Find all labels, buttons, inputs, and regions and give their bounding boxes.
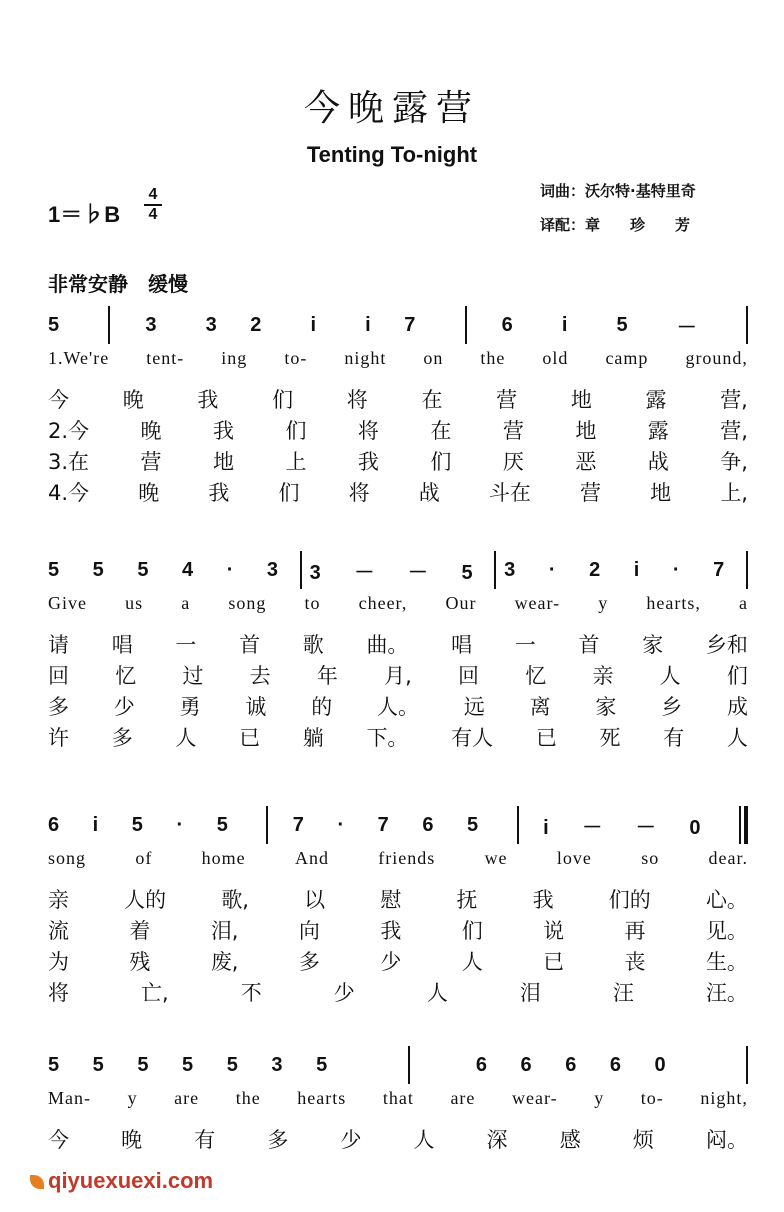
lyric-syllable: 说 bbox=[543, 919, 565, 943]
lyric-syllable: 抚 bbox=[456, 888, 478, 912]
lyric-syllable: 争, bbox=[720, 450, 748, 474]
leaf-icon bbox=[30, 1175, 44, 1189]
lyric-syllable: night bbox=[344, 348, 387, 368]
bar-line bbox=[300, 551, 302, 589]
lyric-syllable: 今 bbox=[48, 388, 69, 412]
lyric-syllable: 再 bbox=[624, 919, 646, 943]
verse-line bbox=[48, 629, 748, 659]
bar-line bbox=[465, 306, 467, 344]
lyric-syllable: ing bbox=[221, 348, 248, 368]
lyric-syllable: 泪, bbox=[210, 919, 239, 943]
lyric-syllable: 有人 bbox=[451, 726, 494, 750]
lyric-syllable: 少 bbox=[333, 981, 355, 1005]
verse-line bbox=[48, 477, 748, 507]
site-watermark bbox=[30, 1168, 213, 1194]
lyric-syllable: 们 bbox=[726, 664, 748, 688]
lyric-syllable: 流 bbox=[48, 919, 69, 943]
lyric-syllable: the bbox=[480, 348, 506, 368]
lyric-syllable: 营 bbox=[502, 419, 524, 443]
lyric-syllable: 人的 bbox=[124, 888, 167, 912]
lyric-syllable: 一 bbox=[175, 633, 197, 657]
lyric-syllable: are bbox=[174, 1088, 200, 1108]
lyric-syllable: hearts bbox=[297, 1088, 347, 1108]
lyric-syllable: 残 bbox=[129, 950, 151, 974]
lyric-syllable: camp bbox=[605, 348, 649, 368]
lyric-syllable: Our bbox=[445, 593, 477, 613]
lyric-syllable: hearts, bbox=[646, 593, 701, 613]
lyric-syllable: 请 bbox=[48, 633, 69, 657]
lyric-syllable: 战 bbox=[418, 481, 440, 505]
lyric-syllable: wear- bbox=[514, 593, 561, 613]
lyric-syllable: 离 bbox=[529, 695, 551, 719]
note-group: 6 i 5 · 5 bbox=[48, 813, 242, 836]
lyric-syllable: 少 bbox=[113, 695, 135, 719]
watermark-text: qiyuexuexi.com bbox=[48, 1168, 214, 1193]
bar-line bbox=[739, 806, 748, 844]
lyric-syllable: 人 bbox=[413, 1128, 435, 1152]
lyric-syllable: 汪。 bbox=[705, 981, 748, 1005]
lyric-syllable: 们 bbox=[278, 481, 300, 505]
bar-line bbox=[746, 306, 748, 344]
lyric-syllable: 人。 bbox=[376, 695, 419, 719]
bar-line bbox=[746, 551, 748, 589]
lyric-syllable: 我 bbox=[380, 919, 402, 943]
lyric-syllable: 将 bbox=[348, 481, 370, 505]
lyric-syllable: of bbox=[135, 848, 153, 868]
lyric-syllable: y bbox=[598, 593, 609, 613]
lyric-syllable: 们 bbox=[461, 919, 483, 943]
lyric-syllable: Man- bbox=[48, 1088, 91, 1108]
lyric-syllable: 将 bbox=[48, 981, 69, 1005]
notes-line-4 bbox=[48, 1046, 748, 1084]
lyric-syllable: 向 bbox=[298, 919, 320, 943]
lyric-syllable: old bbox=[542, 348, 569, 368]
note-group: 3 2 bbox=[205, 313, 276, 336]
lyric-syllable: 地 bbox=[650, 481, 672, 505]
lyric-syllable: 们的 bbox=[608, 888, 651, 912]
note-group: － bbox=[676, 316, 711, 339]
lyric-syllable: 去 bbox=[249, 664, 271, 688]
lyric-syllable: a bbox=[181, 593, 191, 613]
verse-line bbox=[48, 884, 748, 914]
lyric-syllable: 营 bbox=[580, 481, 602, 505]
lyric-syllable: 人 bbox=[726, 726, 748, 750]
bar-line bbox=[408, 1046, 410, 1084]
lyric-syllable: 亲 bbox=[592, 664, 614, 688]
lyric-syllable: 们 bbox=[430, 450, 452, 474]
tempo-marking: 非常安静 缓慢 bbox=[48, 272, 188, 296]
lyric-syllable: 将 bbox=[346, 388, 368, 412]
lyric-syllable: 回 bbox=[458, 664, 479, 688]
lyric-syllable: song bbox=[48, 848, 87, 868]
lyric-syllable: 已 bbox=[239, 726, 261, 750]
lyric-syllable: 的 bbox=[311, 695, 333, 719]
lyric-syllable: 1.We're bbox=[48, 348, 110, 368]
lyric-syllable: 乡和 bbox=[705, 633, 748, 657]
lyric-syllable: y bbox=[127, 1088, 138, 1108]
lyric-syllable: 我 bbox=[197, 388, 219, 412]
lyric-syllable: 深 bbox=[486, 1128, 508, 1152]
lyric-syllable: on bbox=[423, 348, 444, 368]
note-group: i bbox=[310, 313, 331, 336]
lyric-syllable: song bbox=[228, 593, 267, 613]
lyric-syllable: 2.今 bbox=[48, 419, 90, 443]
lyric-syllable: 唱 bbox=[451, 633, 473, 657]
lyric-syllable: night, bbox=[700, 1088, 748, 1108]
note-group: 3 bbox=[145, 313, 171, 336]
lyric-syllable: 为 bbox=[48, 950, 69, 974]
verse-line bbox=[48, 415, 748, 445]
lyric-syllable: 晚 bbox=[121, 1128, 143, 1152]
lyric-syllable: 烦 bbox=[632, 1128, 654, 1152]
translation-credit: 译配：章 珍 芳 bbox=[540, 216, 691, 234]
lyrics-music-credit: 词曲：沃尔特·基特里奇 bbox=[540, 182, 696, 200]
lyric-syllable: 年 bbox=[316, 664, 338, 688]
lyric-syllable: 家 bbox=[595, 695, 617, 719]
verse-line bbox=[48, 1088, 748, 1109]
lyric-syllable: home bbox=[201, 848, 246, 868]
lyric-syllable: 首 bbox=[239, 633, 261, 657]
lyric-syllable: that bbox=[382, 1088, 414, 1108]
lyric-syllable: 上, bbox=[720, 481, 748, 505]
verse-line bbox=[48, 848, 748, 869]
lyric-syllable: 过 bbox=[182, 664, 204, 688]
lyric-syllable: 露 bbox=[645, 388, 667, 412]
lyric-syllable: 我 bbox=[208, 481, 230, 505]
lyric-syllable: 生。 bbox=[705, 950, 748, 974]
lyric-syllable: 勇 bbox=[179, 695, 201, 719]
bar-line bbox=[517, 806, 519, 844]
lyric-syllable: 忆 bbox=[115, 664, 137, 688]
lyric-syllable: And bbox=[294, 848, 329, 868]
bar-line bbox=[266, 806, 268, 844]
verse-line bbox=[48, 946, 748, 976]
lyric-syllable: 们 bbox=[285, 419, 307, 443]
lyric-syllable: 在 bbox=[421, 388, 443, 412]
lyric-syllable: tent- bbox=[146, 348, 185, 368]
lyric-syllable: a bbox=[738, 593, 748, 613]
lyric-syllable: 地 bbox=[570, 388, 592, 412]
verse-line bbox=[48, 691, 748, 721]
verse-line bbox=[48, 660, 748, 690]
note-group: 6 bbox=[501, 313, 527, 336]
lyric-syllable: love bbox=[556, 848, 592, 868]
lyric-syllable: 曲。 bbox=[366, 633, 409, 657]
lyric-syllable: 营 bbox=[140, 450, 162, 474]
verse-line bbox=[48, 446, 748, 476]
lyric-syllable: 人 bbox=[426, 981, 448, 1005]
lyric-syllable: 成 bbox=[726, 695, 748, 719]
song-title: 今晚露营 bbox=[303, 88, 480, 129]
lyric-syllable: we bbox=[484, 848, 508, 868]
bar-line bbox=[746, 1046, 748, 1084]
lyric-syllable: wear- bbox=[512, 1088, 558, 1108]
lyric-syllable: 晚 bbox=[140, 419, 162, 443]
time-signature-bottom: 4 bbox=[148, 206, 158, 223]
lyric-syllable: 斗在 bbox=[488, 481, 531, 505]
notes-line-1 bbox=[48, 306, 748, 344]
verse-line bbox=[48, 384, 748, 414]
lyric-syllable: 唱 bbox=[111, 633, 133, 657]
note-group: i － － 0 bbox=[543, 816, 715, 839]
lyric-syllable: 厌 bbox=[502, 450, 524, 474]
notes-line-3 bbox=[48, 806, 748, 844]
note-group: i bbox=[561, 313, 582, 336]
lyric-syllable: 许 bbox=[48, 726, 69, 750]
lyric-syllable: y bbox=[594, 1088, 605, 1108]
note-group: 3 － － 5 bbox=[309, 561, 487, 584]
lyric-syllable: 人 bbox=[175, 726, 197, 750]
note-group: 5 bbox=[48, 313, 74, 336]
lyric-syllable: 有 bbox=[194, 1128, 216, 1152]
lyric-syllable: 多 bbox=[298, 950, 320, 974]
lyric-syllable: 汪 bbox=[612, 981, 634, 1005]
note-group: 6 6 6 6 0 bbox=[475, 1053, 680, 1076]
lyric-syllable: the bbox=[235, 1088, 261, 1108]
lyric-syllable: 歌 bbox=[302, 633, 324, 657]
lyric-syllable: 月, bbox=[384, 664, 412, 688]
lyric-syllable: 战 bbox=[647, 450, 669, 474]
lyric-syllable: friends bbox=[378, 848, 436, 868]
lyric-syllable: 乡 bbox=[661, 695, 683, 719]
lyric-syllable: are bbox=[450, 1088, 476, 1108]
lyric-syllable: to bbox=[304, 593, 321, 613]
lyric-syllable: 躺 bbox=[302, 726, 324, 750]
lyric-syllable: 晚 bbox=[122, 388, 144, 412]
lyric-syllable: 有 bbox=[663, 726, 685, 750]
verse-line bbox=[48, 977, 748, 1007]
lyric-syllable: 营, bbox=[720, 388, 748, 412]
note-group: 5 5 5 5 5 3 5 bbox=[48, 1053, 342, 1076]
verse-line bbox=[48, 348, 748, 369]
song-subtitle: Tenting To-night bbox=[306, 142, 478, 167]
lyric-syllable: 4.今 bbox=[48, 481, 90, 505]
lyric-syllable: 丧 bbox=[624, 950, 646, 974]
lyric-syllable: 废, bbox=[210, 950, 239, 974]
lyric-syllable: 今 bbox=[48, 1128, 69, 1152]
lyric-syllable: 歌, bbox=[221, 888, 249, 912]
lyric-syllable: 远 bbox=[463, 695, 485, 719]
lyric-syllable: 慰 bbox=[380, 888, 402, 912]
lyric-syllable: 人 bbox=[461, 950, 483, 974]
verse-line bbox=[48, 1124, 748, 1154]
note-group: 5 bbox=[616, 313, 642, 336]
lyric-syllable: 忆 bbox=[525, 664, 547, 688]
verse-line bbox=[48, 593, 748, 614]
bar-line bbox=[108, 306, 110, 344]
verse-line bbox=[48, 915, 748, 945]
lyric-syllable: Give bbox=[48, 593, 87, 613]
notes-line-2 bbox=[48, 551, 748, 589]
bar-line bbox=[494, 551, 496, 589]
lyric-syllable: 一 bbox=[514, 633, 536, 657]
lyric-syllable: 将 bbox=[357, 419, 379, 443]
lyric-syllable: 多 bbox=[111, 726, 133, 750]
lyric-syllable: 亡, bbox=[141, 981, 169, 1005]
lyric-syllable: 3.在 bbox=[48, 450, 90, 474]
lyric-syllable: 闷。 bbox=[705, 1128, 748, 1152]
lyric-syllable: ground, bbox=[685, 348, 748, 368]
note-group: 5 5 5 4 · 3 bbox=[48, 558, 293, 581]
lyric-syllable: 少 bbox=[340, 1128, 362, 1152]
lyric-syllable: 晚 bbox=[138, 481, 160, 505]
lyric-syllable: 回 bbox=[48, 664, 69, 688]
lyric-syllable: 地 bbox=[575, 419, 597, 443]
lyric-syllable: to- bbox=[640, 1088, 664, 1108]
lyric-syllable: 多 bbox=[48, 695, 69, 719]
lyric-syllable: 多 bbox=[267, 1128, 289, 1152]
lyric-syllable: 家 bbox=[642, 633, 664, 657]
lyric-syllable: 着 bbox=[129, 919, 151, 943]
lyric-syllable: 们 bbox=[272, 388, 294, 412]
lyric-syllable: to- bbox=[284, 348, 308, 368]
lyric-syllable: dear. bbox=[708, 848, 748, 868]
lyric-syllable: so bbox=[641, 848, 660, 868]
note-group: 7 · 7 6 5 bbox=[292, 813, 493, 836]
lyric-syllable: 上 bbox=[285, 450, 307, 474]
lyric-syllable: 露 bbox=[647, 419, 669, 443]
lyric-syllable: 诚 bbox=[245, 695, 267, 719]
lyric-syllable: 不 bbox=[240, 981, 262, 1005]
lyric-syllable: 已 bbox=[543, 950, 565, 974]
time-signature bbox=[144, 186, 162, 224]
time-signature-top: 4 bbox=[148, 186, 158, 203]
lyric-syllable: 首 bbox=[578, 633, 600, 657]
lyric-syllable: 亲 bbox=[48, 888, 69, 912]
lyric-syllable: 心。 bbox=[705, 888, 748, 912]
key-signature: 1＝♭B bbox=[48, 202, 121, 227]
lyric-syllable: 地 bbox=[212, 450, 234, 474]
lyric-syllable: 泪 bbox=[519, 981, 541, 1005]
lyric-syllable: 在 bbox=[430, 419, 452, 443]
lyric-syllable: 下。 bbox=[366, 726, 409, 750]
lyric-syllable: 死 bbox=[599, 726, 621, 750]
lyric-syllable: 感 bbox=[559, 1128, 581, 1152]
lyric-syllable: 营 bbox=[496, 388, 518, 412]
lyric-syllable: us bbox=[125, 593, 144, 613]
lyric-syllable: 人 bbox=[659, 664, 681, 688]
lyric-syllable: 恶 bbox=[575, 450, 597, 474]
lyric-syllable: 已 bbox=[535, 726, 557, 750]
lyric-syllable: 见。 bbox=[705, 919, 748, 943]
lyric-syllable: 少 bbox=[380, 950, 402, 974]
verse-line bbox=[48, 722, 748, 752]
lyric-syllable: 我 bbox=[357, 450, 379, 474]
lyric-syllable: 营, bbox=[720, 419, 748, 443]
lyric-syllable: 我 bbox=[212, 419, 234, 443]
lyric-syllable: 以 bbox=[304, 888, 326, 912]
lyric-syllable: 我 bbox=[532, 888, 554, 912]
note-group: 3 · 2 i · 7 bbox=[504, 558, 739, 581]
note-group: i 7 bbox=[365, 313, 430, 336]
lyric-syllable: cheer, bbox=[358, 593, 408, 613]
